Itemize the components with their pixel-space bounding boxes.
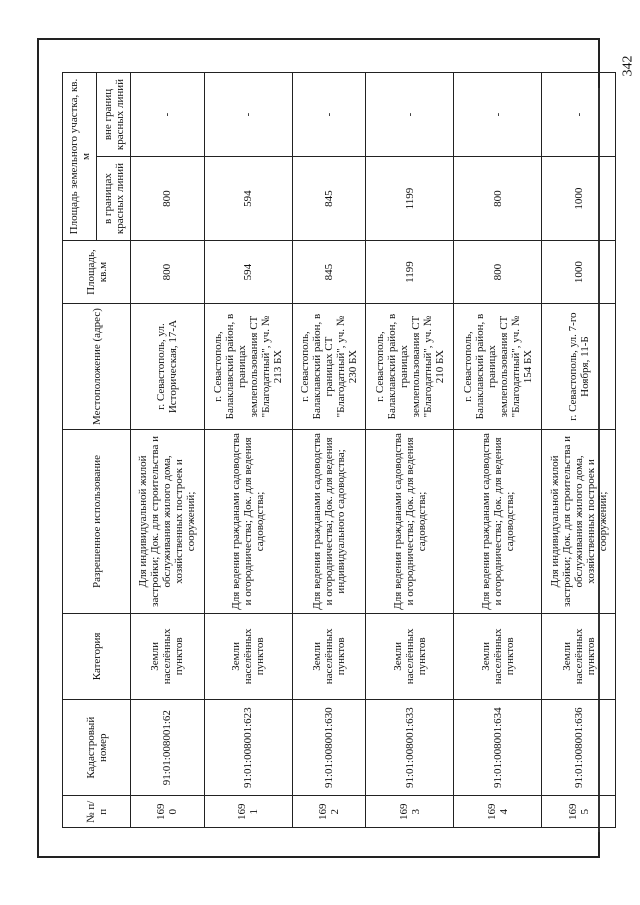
cell-usage: Для индивидуальной жилой застройки; Док. для строительства и обслуживания жилого дома, хозяйственных построек и сооружений; (542, 430, 616, 614)
cell-outside: - (204, 73, 292, 157)
cell-outside: - (292, 73, 366, 157)
cell-cadastral: 91:01:008001:623 (204, 699, 292, 796)
cell-num: 169 3 (366, 796, 454, 828)
header-cadastral: Кадастровый номер (63, 699, 131, 796)
cell-within: 1000 (542, 157, 616, 241)
cell-within: 1199 (366, 157, 454, 241)
header-location: Местоположение (адрес) (63, 304, 131, 430)
cell-area: 1199 (366, 241, 454, 304)
cell-location: г. Севастополь, ул. Историческая, 17-А (131, 304, 205, 430)
cell-category: Земли населённых пунктов (542, 613, 616, 699)
table-row (366, 73, 454, 828)
cell-location: г. Севастополь, Балаклавский район, в границах землепользования СТ "Благодатный", уч. № 210 БХ (366, 304, 454, 430)
rotated-table-container (62, 72, 616, 828)
cell-num: 169 0 (131, 796, 205, 828)
header-outside: вне границ красных линий (97, 73, 131, 157)
cell-num: 169 2 (292, 796, 366, 828)
cell-location: г. Севастополь, ул. 7-го Ноября, 11-Б (542, 304, 616, 430)
cell-category: Земли населённых пунктов (131, 613, 205, 699)
cell-area: 1000 (542, 241, 616, 304)
cell-usage: Для ведения гражданами садоводства и огородничества; Док. для ведения садоводства; (454, 430, 542, 614)
cell-within: 800 (454, 157, 542, 241)
cell-category: Земли населённых пунктов (454, 613, 542, 699)
cell-usage: Для ведения гражданами садоводства и огородничества; Док. для ведения садоводства; (366, 430, 454, 614)
land-plots-table (62, 72, 616, 828)
cell-location: г. Севастополь, Балаклавский район, в границах СТ "Благодатный", уч. № 230 БХ (292, 304, 366, 430)
header-land-area: Площадь земельного участка, кв. м (63, 73, 97, 241)
table-row (454, 73, 542, 828)
cell-category: Земли населённых пунктов (204, 613, 292, 699)
cell-cadastral: 91:01:008001:636 (542, 699, 616, 796)
table-row (292, 73, 366, 828)
cell-cadastral: 91:01:008001:630 (292, 699, 366, 796)
cell-area: 800 (131, 241, 205, 304)
header-area: Площадь, кв.м (63, 241, 131, 304)
cell-location: г. Севастополь, Балаклавский район, в границах землепользования СТ "Благодатный", уч. № 154 БХ (454, 304, 542, 430)
cell-cadastral: 91:01:008001:633 (366, 699, 454, 796)
header-usage: Разрешенное использование (63, 430, 131, 614)
cell-area: 845 (292, 241, 366, 304)
cell-category: Земли населённых пунктов (292, 613, 366, 699)
cell-num: 169 4 (454, 796, 542, 828)
cell-within: 845 (292, 157, 366, 241)
cell-area: 800 (454, 241, 542, 304)
header-category: Категория (63, 613, 131, 699)
cell-category: Земли населённых пунктов (366, 613, 454, 699)
page-number: 342 (620, 55, 636, 77)
table-row (204, 73, 292, 828)
table-row (131, 73, 205, 828)
cell-outside: - (131, 73, 205, 157)
cell-outside: - (542, 73, 616, 157)
cell-usage: Для ведения гражданами садоводства и огородничества; Док. для ведения индивидуального садоводства; (292, 430, 366, 614)
cell-cadastral: 91:01:008001:62 (131, 699, 205, 796)
cell-outside: - (454, 73, 542, 157)
cell-usage: Для ведения гражданами садоводства и огородничества; Док. для ведения садоводства; (204, 430, 292, 614)
cell-cadastral: 91:01:008001:634 (454, 699, 542, 796)
cell-within: 594 (204, 157, 292, 241)
cell-outside: - (366, 73, 454, 157)
cell-num: 169 5 (542, 796, 616, 828)
header-within: в границах красных линий (97, 157, 131, 241)
cell-area: 594 (204, 241, 292, 304)
cell-num: 169 1 (204, 796, 292, 828)
table-row (542, 73, 616, 828)
header-num: № п/п (63, 796, 131, 828)
cell-location: г. Севастополь, Балаклавский район, в границах землепользования СТ "Благодатный", уч. № 213 БХ (204, 304, 292, 430)
cell-within: 800 (131, 157, 205, 241)
cell-usage: Для индивидуальной жилой застройки; Док. для строительства и обслуживания жилого дома, хозяйственных построек и сооружений; (131, 430, 205, 614)
